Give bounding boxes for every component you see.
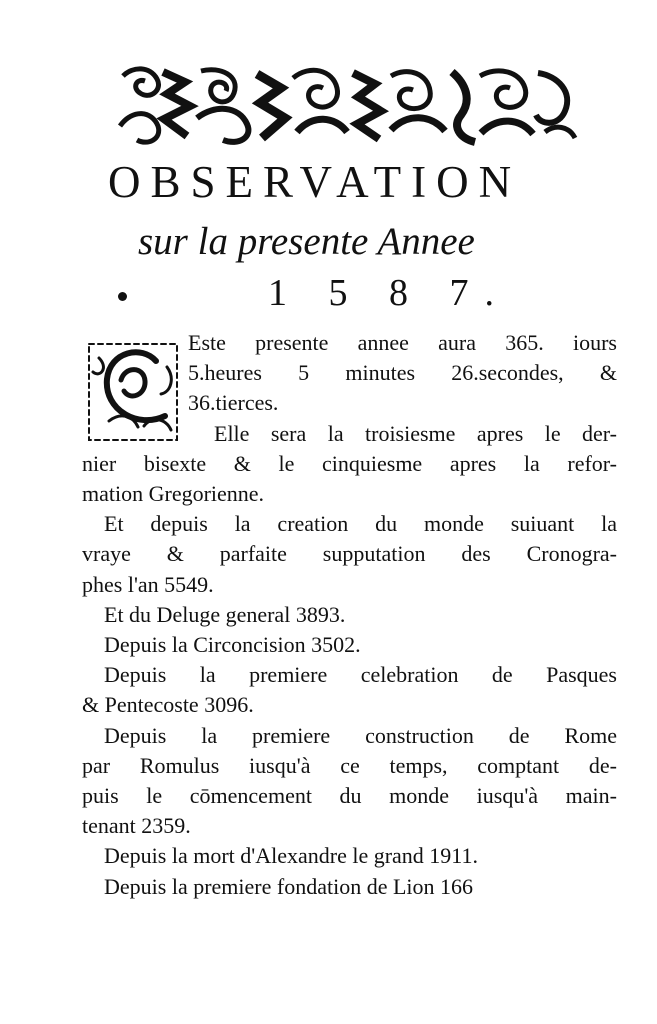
text-line: Depuis la Circoncision 3502. <box>104 632 361 658</box>
text-line: Et du Deluge general 3893. <box>104 601 346 627</box>
text-line: vraye & parfaite supputation des Cronogra- <box>82 541 617 567</box>
decorative-headpiece-ornament <box>115 66 580 148</box>
text-line: 36.tierces. <box>188 390 279 416</box>
text-line: puis le cōmencement du monde iusqu'à main- <box>82 783 617 809</box>
year-heading: 1 5 8 7. <box>268 272 510 314</box>
text-line: Et depuis la creation du monde suiuant la <box>104 511 617 537</box>
text-line: par Romulus iusqu'à ce temps, comptant de- <box>82 752 617 778</box>
text-line: Este presente annee aura 365. iours <box>188 330 617 355</box>
calendar-text-block <box>82 328 617 918</box>
text-line: Depuis la mort d'Alexandre le grand 1911. <box>104 843 478 869</box>
decorative-bullet <box>118 292 127 301</box>
text-line: phes l'an 5549. <box>82 571 214 597</box>
text-line: mation Gregorienne. <box>82 481 265 507</box>
text-line: tenant 2359. <box>82 813 191 839</box>
text-line: nier bisexte & le cinquiesme apres la refor- <box>82 450 617 476</box>
text-line: Depuis la premiere celebration de Pasques <box>104 662 617 688</box>
text-line: Elle sera la troisiesme apres le der- <box>214 420 617 446</box>
page-title: OBSERVATION <box>108 157 522 207</box>
text-line: Depuis la premiere construction de Rome <box>104 722 617 748</box>
text-line: 5.heures 5 minutes 26.secondes, & <box>188 360 617 386</box>
text-line: Depuis la premiere fondation de Lion 166 <box>104 873 474 899</box>
page-subtitle: sur la presente Annee <box>138 220 475 263</box>
text-line: & Pentecoste 3096. <box>82 692 254 718</box>
